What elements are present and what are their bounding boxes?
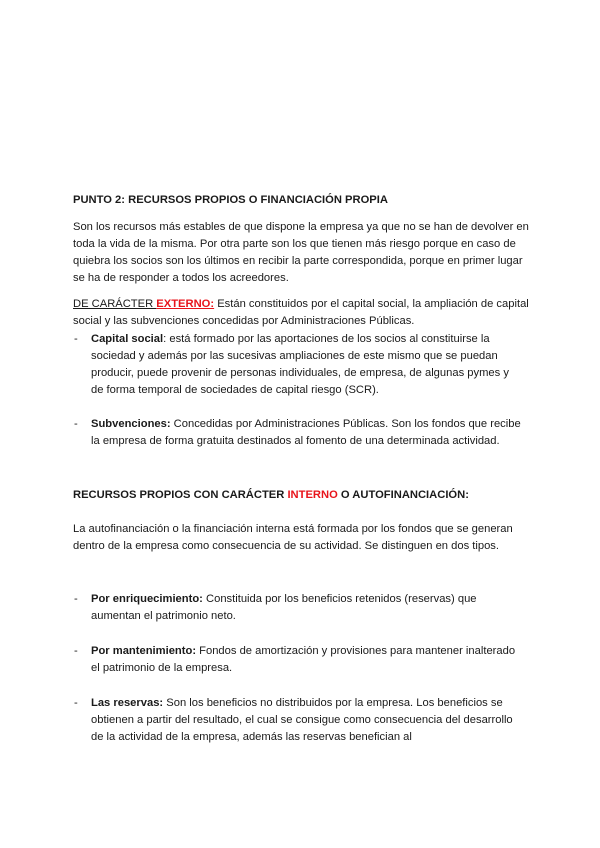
- list-item-subvenciones: [74, 416, 521, 450]
- text-mantenimiento: Fondos de amortización y provisiones para mantener inalterado el patrimonio de la empresa.: [91, 645, 516, 674]
- list-dash: -: [74, 593, 78, 605]
- list-dash: -: [74, 697, 78, 709]
- text-enriquecimiento: Constituida por los beneficios retenidos (reservas) que aumentan el patrimonio neto.: [91, 593, 477, 622]
- term-capital-social: Capital social: [91, 333, 164, 345]
- interno-intro: La autofinanciación o la financiación interna está formada por los fondos que se generan dentro de la empresa como consecuencia de su actividad. Se distinguen en dos tipos.: [73, 523, 513, 552]
- list-item-capital-social: [74, 331, 521, 399]
- list-dash: -: [74, 645, 78, 657]
- externo-text: Están constituidos por el capital social, la ampliación de capital social y las subvenciones concedidas por Administraciones Públicas.: [73, 298, 529, 327]
- text-reservas: Son los beneficios no distribuidos por la empresa. Los beneficios se obtienen a partir del resultado, el cual se consigue como consecuencia del desarrollo de la actividad de la empresa, además las reservas benefician al: [91, 697, 513, 743]
- term-reservas: Las reservas:: [91, 697, 164, 709]
- section-title-interno: [73, 487, 533, 504]
- term-mantenimiento: Por mantenimiento:: [91, 645, 197, 657]
- externo-prefix: DE CARÁCTER: [73, 298, 157, 310]
- term-enriquecimiento: Por enriquecimiento:: [91, 593, 203, 605]
- list-item-enriquecimiento: [74, 591, 521, 625]
- list-dash: -: [74, 418, 78, 430]
- interno-title-before: RECURSOS PROPIOS CON CARÁCTER: [73, 489, 288, 501]
- section-title-punto2: PUNTO 2: RECURSOS PROPIOS O FINANCIACIÓN PROPIA: [73, 194, 388, 206]
- punto2-intro: Son los recursos más estables de que dispone la empresa ya que no se han de devolver en toda la vida de la misma. Por otra parte son los que tienen más riesgo porque en caso de quiebra los socios son los últimos en recibir la parte correspondida, porque en primer lugar se ha de responder a todos los acreedores.: [73, 221, 529, 284]
- interno-title-keyword: INTERNO: [287, 489, 338, 501]
- list-item-reservas: [74, 695, 521, 746]
- list-dash: -: [74, 333, 78, 345]
- externo-paragraph: [73, 296, 533, 330]
- term-subvenciones: Subvenciones:: [91, 418, 171, 430]
- externo-keyword: EXTERNO:: [156, 298, 215, 310]
- text-capital-social: : está formado por las aportaciones de los socios al constituirse la sociedad y además por las sucesivas ampliaciones de este mismo que se puedan producir, puede provenir de personas individuales, de empresa, de algunas pymes y de forma temporal de sociedades de capital riesgo (SCR).: [91, 333, 509, 396]
- interno-title-after: O AUTOFINANCIACIÓN:: [337, 489, 469, 501]
- text-subvenciones: Concedidas por Administraciones Públicas. Son los fondos que recibe la empresa de forma gratuita destinados al fomento de una determinada actividad.: [91, 418, 521, 447]
- list-item-mantenimiento: [74, 643, 521, 677]
